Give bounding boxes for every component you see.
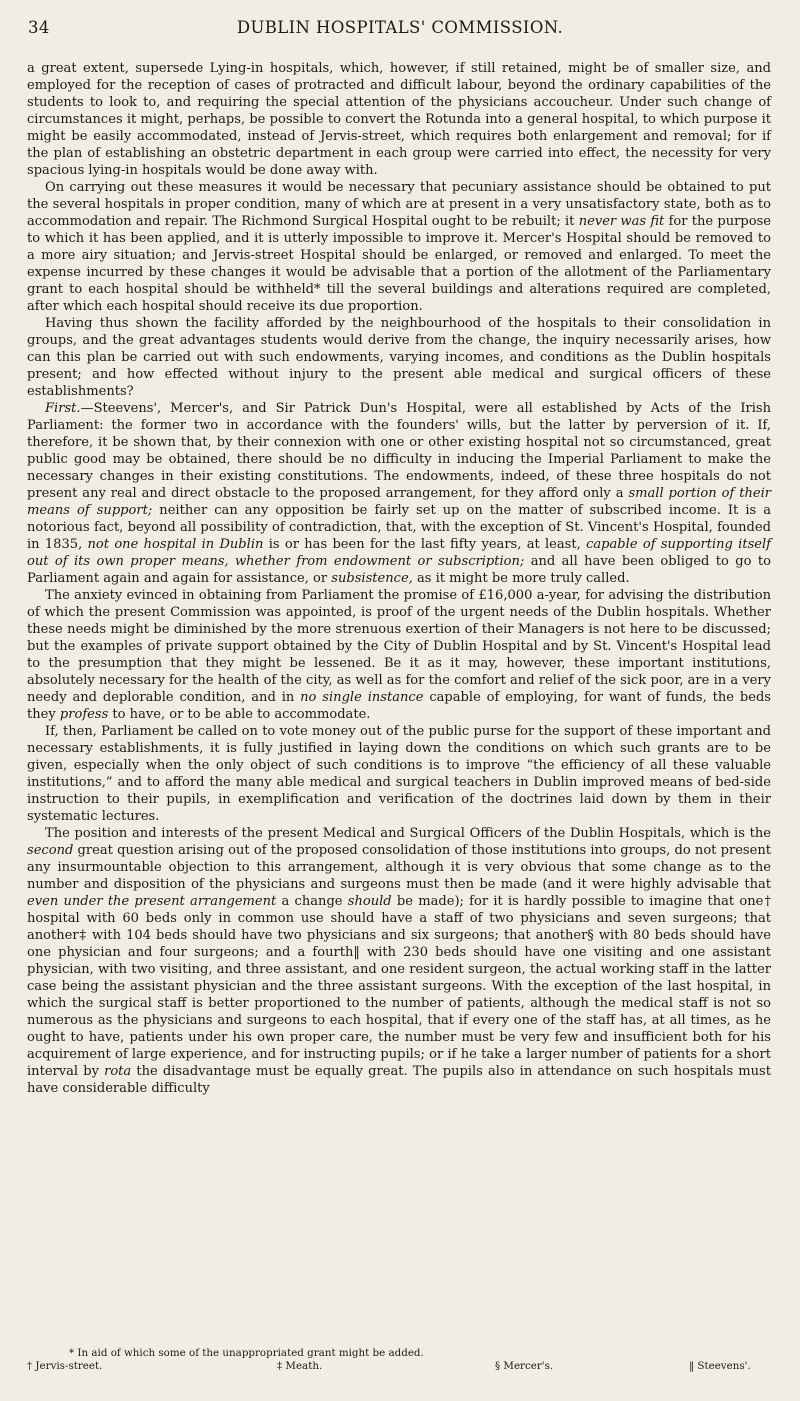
paragraph [27,315,771,400]
italic-run: not one hospital in Dublin [87,537,264,552]
footnote-ref-meath: ‡ Meath. [277,1359,323,1372]
text-run: —Steevens', Mercer's, and Sir Patrick Dun's Hospital, were all established by Acts of the Irish Parliament: the former two in accordance with the founders' wills, but the latter by perversion of it. If, therefore, it be shown that, by their connexion with one or other existing hospital not so circumstanced, great public good may be obtained, there should be no difficulty in inducing the Imperial Parliament to make the necessary changes in their existing constitutions. The endowments, indeed, of these three hospitals do not present any real and direct obstacle to the proposed arrangement, for they afford only a [27,401,771,501]
text-run: and all have been obliged to go to Parliament again and again for assistance, or [27,554,771,586]
paragraph [27,179,771,315]
running-header [28,18,772,44]
text-run: a great extent, supersede Lying-in hospitals, which, however, if still retained, might be of smaller size, and employed for the reception of cases of protracted and difficult labour, beyond the ordinary capabilities of the students to look to, and requiring the special attention of the physicians accoucheur. Under such change of circumstances it might, perhaps, be possible to convert the Rotunda into a general hospital, to which purpose it might be easily accommodated, instead of Jervis-street, which requires both enlargement and removal; for if the plan of establishing an obstetric department in each group were carried into effect, the necessity for very spacious lying-in hospitals would be done away with. [27,61,771,178]
italic-run: First. [45,401,81,416]
text-run: as it might be more truly called. [412,571,630,586]
footnote-ref-steevens: ‖ Steevens'. [689,1359,751,1372]
footnotes [27,1347,771,1373]
italic-run: capable of supporting itself out of its own proper means, whether from endowment or subscription; [27,537,772,569]
paragraph [27,400,771,587]
italic-run: small portion of their means of support; [27,486,771,518]
paragraph [27,60,771,179]
text-run: the disadvantage must be equally great. The pupils also in attendance on such hospitals must have considerable difficulty [27,1064,771,1096]
text-run: Having thus shown the facility afforded by the neighbourhood of the hospitals to their consolidation in groups, and the great advantages students would derive from the change, the inquiry necessarily arises, how can this plan be carried out with such endowments, varying incomes, and conditions as the Dublin hospitals present; and how effected without injury to the present able medical and surgical officers of these establishments? [27,316,771,399]
italic-run: should [347,894,392,909]
footnote-main: * In aid of which some of the unappropriated grant might be added. [69,1347,424,1359]
footnote-ref-jervis: † Jervis-street. [27,1359,103,1372]
italic-run: even under the present arrangement [27,894,277,909]
text-run: be made); for it is hardly possible to imagine that one† hospital with 60 beds only in common use should have a staff of two physicians and seven surgeons; that another‡ with 104 beds should have two physicians and six surgeons; that another§ with 80 beds should have one physician and four surgeons; and a fourth‖ with 230 beds should have one visiting and one assistant physician, with two visiting, and three assistant, and one resident surgeon, the actual working staff in the latter case being the assistant physician and the three assistant surgeons. With the exception of the last hospital, in which the surgical staff is better proportioned to the number of patients, although the medical staff is not so numerous as the physicians and surgeons to each hospital, that if every one of the staff has, at all times, as he ought to have, patients under his own proper care, the number must be very few and insufficient both for his acquirement of large experience, and for instructing pupils; or if he take a larger number of patients for a short interval by [27,894,771,1079]
text-run: a change [276,894,348,909]
italic-run: rota [104,1064,132,1079]
text-run: If, then, Parliament be called on to vote money out of the public purse for the support of these important and necessary establishments, it is fully justified in laying down the conditions on which such grants are to be given, especially when the only object of such conditions is to improve “the efficiency of all these valuable institutions,” and to afford the many able medical and surgical teachers in Dublin improved means of bed-side instruction to their pupils, in exemplification and verification of the doctrines laid down by them in their systematic lectures. [27,724,771,824]
text-run: On carrying out these measures it would be necessary that pecuniary assistance should be obtained to put the several hospitals in proper condition, many of which are at present in a very unsatisfactory state, both as to accommodation and repair. The Richmond Surgical Hospital ought to be rebuilt; it [27,180,771,229]
footnote-ref-mercers: § Mercer's. [495,1359,554,1372]
text-run: to have, or to be able to accommodate. [108,707,371,722]
text-run: neither can any opposition be fairly set up on the matter of subscribed income. It is a notorious fact, beyond all possibility of contradiction, that, with the exception of St. Vincent's Hospital, founded in 1835, [27,503,772,552]
text-run: is or has been for the last fifty years, at least, [263,537,587,552]
italic-run: second [27,843,74,858]
text-run: for the purpose to which it has been applied, and it is utterly impossible to improve it. Mercer's Hospital should be removed to a more airy situation; and Jervis-street Hospital should be enlarged, or removed and enlarged. To meet the expense incurred by these changes it would be advisable that a portion of the allotment of the Parliamentary grant to each hospital should be withheld* till the several buildings and alterations required are completed, after which each hospital should receive its due proportion. [27,214,772,314]
paragraph [27,723,771,825]
text-run: The anxiety evinced in obtaining from Parliament the promise of £16,000 a-year, for advising the distribution of which the present Commission was appointed, is proof of the urgent needs of the Dublin hospitals. Whether these needs might be diminished by the more strenuous exertion of their Managers is not here to be discussed; but the examples of private support obtained by the City of Dublin Hospital and by St. Vincent's Hospital lead to the presumption that they might be lessened. Be it as it may, however, these important institutions, absolutely necessary for the health of the city, as well as for the comfort and relief of the sick poor, are in a very needy and deplorable condition, and in [27,588,771,705]
text-run: The position and interests of the present Medical and Surgical Officers of the Dublin Hospitals, which is the [45,826,771,841]
page-number: 34 [28,18,50,37]
italic-run: profess [59,707,109,722]
italic-run: never was fit [578,214,665,229]
running-title: DUBLIN HOSPITALS' COMMISSION. [236,18,564,37]
paragraph [27,825,771,1097]
text-run: great question arising out of the proposed consolidation of those institutions into groups, do not present any insurmountable objection to this arrangement, although it is very obvious that some change as to the number and disposition of the physicians and surgeons must then be made (and it were highly advisable that [27,843,771,892]
paragraph [27,587,771,723]
italic-run: subsistence, [331,571,413,586]
body-text [27,60,771,1097]
italic-run: no single instance [300,690,424,705]
text-run: capable of employing, for want of funds, the beds they [27,690,771,722]
